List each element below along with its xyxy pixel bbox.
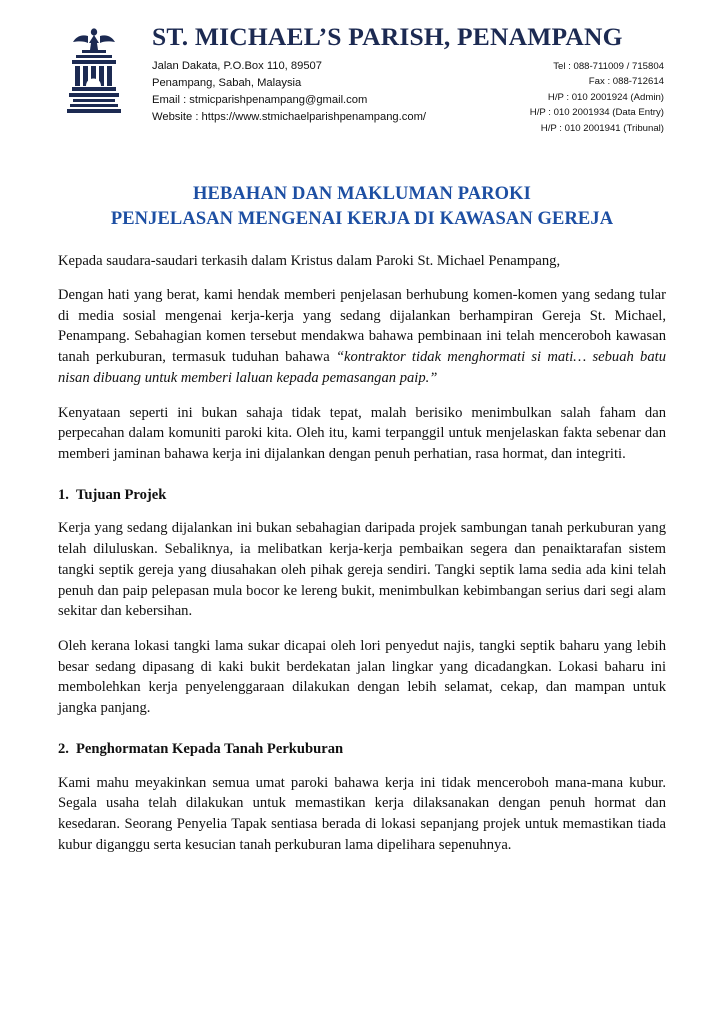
document-title-line-2: PENJELASAN MENGENAI KERJA DI KAWASAN GEREJA <box>110 208 614 229</box>
address-line-2: Penampang, Sabah, Malaysia <box>152 76 302 89</box>
letterhead-text <box>140 22 666 136</box>
section-2-paragraph-1: Kami mahu meyakinkan semua umat paroki bahawa kerja ini tidak menceroboh mana-mana kubur. Segala usaha telah dilakukan untuk memastikan kerja dilaksanakan dengan penuh hormat dan kesedaran. Seorang Penyelia Tapak sentiasa berada di lokasi sepanjang projek untuk memastikan tiada kubur diganggu serta kesucian tanah perkuburan lama dipelihara sepenuhnya. <box>58 774 666 853</box>
contact-tel: Tel : 088-711009 / 715804 <box>553 60 664 72</box>
contact-hp-admin: H/P : 010 2001924 (Admin) <box>547 91 664 103</box>
intro-paragraph-quote: “kontraktor tidak menghormati si mati… sebuah batu nisan dibuang untuk memberi laluan kepada pemasangan paip.” <box>58 349 666 386</box>
intro-paragraph-text: Dengan hati yang berat, kami hendak memberi penjelasan berhubung komen-komen yang sedang tular di media sosial mengenai kerja-kerja yang sedang dijalankan berhampiran Gereja St. Michael, Penampang. Sebahagian komen tersebut mendakwa bahawa pembinaan ini telah menceroboh kawasan tanah perkuburan, termasuk tuduhan bahawa <box>58 286 666 366</box>
address-email: Email : stmicparishpenampang@gmail.com <box>152 93 368 106</box>
document-body <box>58 251 666 855</box>
section-1-paragraph-1: Kerja yang sedang dijalankan ini bukan sebahagian daripada projek sambungan tanah perkuburan yang telah diluluskan. Sebaliknya, ia melibatkan kerja-kerja pembaikan segera dan penaiktarafan sistem tangki septik gereja yang diusahakan oleh pihak gereja sendiri. Tangki septik lama sedia ada kini telah penuh dan paip pelepasan mula bocor ke lereng bukit, menimbulkan kebimbangan serius dari segi alam sekitar dan kebersihan. <box>58 520 666 620</box>
section-number-1: 1. <box>58 486 69 503</box>
parish-contacts <box>530 58 666 137</box>
section-1-paragraph-2: Oleh kerana lokasi tangki lama sukar dicapai oleh lori penyedut najis, tangki septik baharu yang lebih besar sedang dipasang di kaki bukit berdekatan jalan lingkar yang dicadangkan. Lokasi baharu ini membolehkan kerja penyelenggaraan dilakukan dengan lebih selamat, cekap, dan mampan untuk jangka panjang. <box>58 638 666 717</box>
document-title-line-1: HEBAHAN DAN MAKLUMAN PAROKI <box>193 184 531 205</box>
intro-paragraph <box>58 285 666 389</box>
contact-hp-data-entry: H/P : 010 2001934 (Data Entry) <box>529 107 664 119</box>
section-number-2: 2. <box>58 740 69 757</box>
contact-fax: Fax : 088-712614 <box>588 76 664 88</box>
contact-hp-tribunal: H/P : 010 2001941 (Tribunal) <box>540 122 664 134</box>
clarification-paragraph: Kenyataan seperti ini bukan sahaja tidak tepat, malah berisiko menimbulkan salah faham dan perpecahan dalam komuniti paroki kita. Oleh itu, kami terpanggil untuk menjelaskan fakta sebenar dan memberi jaminan bahawa kerja ini dijalankan dengan penuh perhatian, rasa hormat, dan integriti. <box>58 404 666 462</box>
parish-address <box>152 58 426 137</box>
letterhead <box>58 22 666 136</box>
parish-name: ST. MICHAEL’S PARISH, PENAMPANG <box>152 22 623 51</box>
section-heading-1 <box>58 485 666 506</box>
parish-crest-icon <box>58 22 130 116</box>
section-title-2: Penghormatan Kepada Tanah Perkuburan <box>75 740 344 757</box>
document-title <box>58 182 666 231</box>
section-title-1: Tujuan Projek <box>75 486 167 503</box>
address-line-1: Jalan Dakata, P.O.Box 110, 89507 <box>152 59 323 72</box>
section-heading-2 <box>58 739 666 760</box>
salutation: Kepada saudara-saudari terkasih dalam Kristus dalam Paroki St. Michael Penampang, <box>58 253 561 270</box>
address-website: Website : https://www.stmichaelparishpenampang.com/ <box>152 110 427 123</box>
